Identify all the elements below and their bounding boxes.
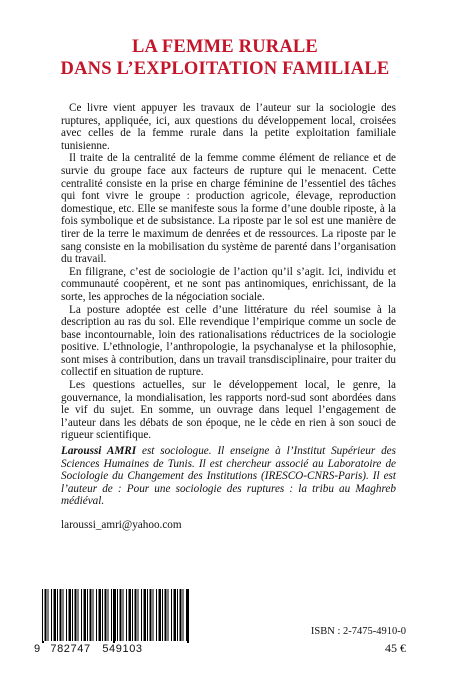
- author-bio-text: est sociologue. Il enseigne à l’Institut Supérieur des Sciences Humaines de Tunis. Il est chercheur associé au Laboratoire de Sociologie du Changement des Institutions (IRESCO-CNRS-Paris). Il est l’auteur de : Pour une sociologie des ruptures : la tribu au Maghreb médiéval.: [61, 445, 396, 508]
- author-email: laroussi_amri@yahoo.com: [61, 519, 182, 531]
- summary-paragraph-3: En filigrane, c’est de sociologie de l’action qu’il s’agit. Ici, individu et communauté coopèrent, et ne sont pas antinomiques, enrichissant, de la sorte, les approches de la négociation sociale.: [61, 265, 396, 303]
- isbn-barcode: [34, 585, 189, 657]
- summary-paragraph-1: Ce livre vient appuyer les travaux de l’auteur sur la sociologie des ruptures, appliquée, ici, aux questions du développement local, croisées avec celles de la femme rurale dans la petite exploitation familiale tunisienne.: [61, 102, 396, 152]
- book-title: [0, 36, 450, 80]
- summary-paragraph-2: Il traite de la centralité de la femme comme élément de reliance et de survie du groupe face aux facteurs de rupture qui le menacent. Cette centralité consiste en la prise en charge féminine de l’essentiel des tâches qui font vivre le groupe : production agricole, élevage, reproduction domestique, etc. Elle se manifeste sous la forme d’une double riposte, à la fois symbolique et de subsistance. La riposte par le sol est une manière de tirer de la terre le maximum de denrées et de ressources. La riposte par le sang consiste en la mobilisation du système de parenté dans l’organisation du travail.: [61, 152, 396, 266]
- summary-paragraph-5: Les questions actuelles, sur le développement local, le genre, la gouvernance, la mondialisation, les rapports nord-sud sont abordées dans le vif du sujet. En somme, un ouvrage dans lequel l’engagement de l’auteur dans les débats de son époque, ne le cède en rien à son souci de rigueur scientifique.: [61, 379, 396, 442]
- author-bio: [61, 445, 396, 508]
- author-name: Laroussi AMRI: [61, 445, 137, 457]
- barcode-digit-group-1: 782747: [50, 643, 91, 655]
- isbn-number: ISBN : 2-7475-4910-0: [310, 626, 406, 637]
- barcode-digits: [34, 643, 194, 655]
- barcode-guard-right: [187, 589, 189, 649]
- back-cover-summary: [61, 102, 396, 442]
- barcode-digit-lead: 9: [34, 643, 41, 655]
- barcode-digit-group-2: 549103: [102, 643, 143, 655]
- title-line-1: LA FEMME RURALE: [132, 37, 318, 57]
- title-line-2: DANS L’EXPLOITATION FAMILIALE: [60, 59, 390, 79]
- barcode-guard-center: [113, 589, 115, 649]
- price: 45 €: [385, 641, 406, 655]
- summary-paragraph-4: La posture adoptée est celle d’une littérature du réel soumise à la description au ras du sol. Elle revendique l’empirique comme un socle de base incontournable, loin des rationalisations réductrices de la sociologie positive. L’ethnologie, l’anthropologie, la psychanalyse et la philosophie, sont mises à contribution, dans un travail transdisciplinaire, pour traiter du collectif en situation de rupture.: [61, 303, 396, 379]
- barcode-bars: [42, 589, 189, 641]
